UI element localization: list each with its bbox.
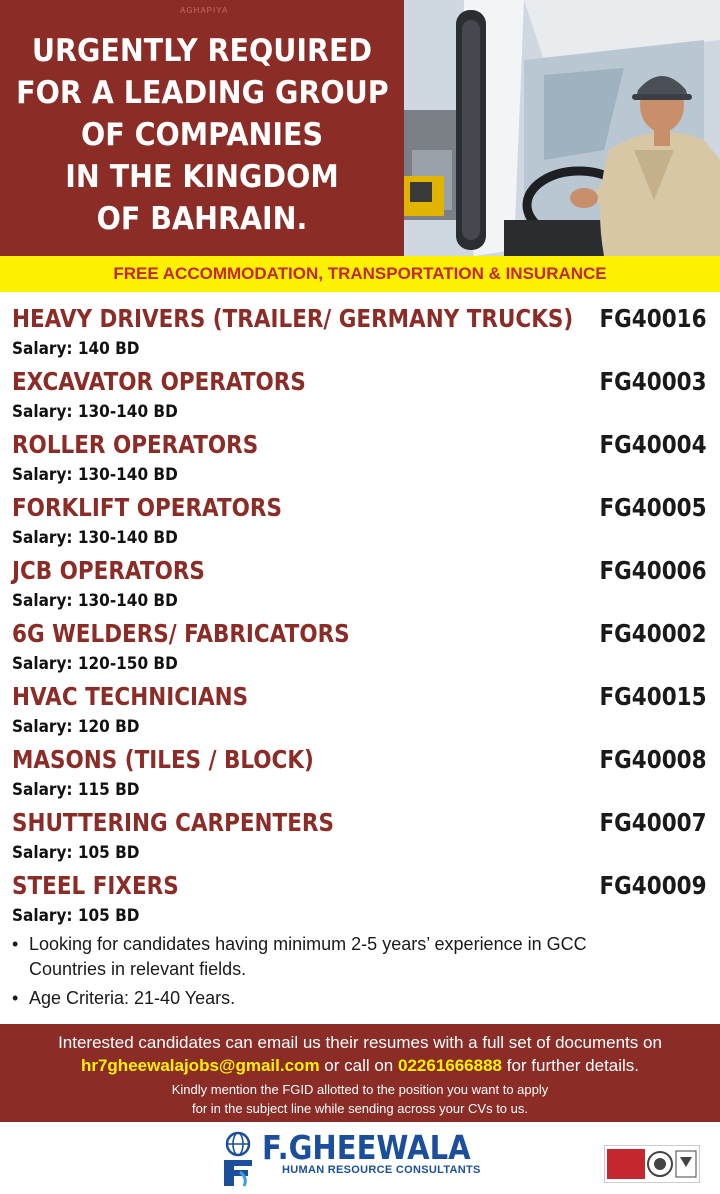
job-code: FG40007 bbox=[599, 808, 707, 837]
job-salary: Salary: 105 BD bbox=[12, 906, 140, 926]
job-item bbox=[12, 302, 707, 365]
headline-line: OF COMPANIES bbox=[80, 117, 324, 153]
headline-line: OF BAHRAIN. bbox=[96, 201, 308, 237]
headline bbox=[16, 30, 388, 240]
job-code: FG40004 bbox=[599, 430, 707, 459]
job-title: EXCAVATOR OPERATORS bbox=[12, 367, 306, 396]
job-item bbox=[12, 680, 707, 743]
job-salary: Salary: 105 BD bbox=[12, 843, 140, 863]
job-salary: Salary: 130-140 BD bbox=[12, 591, 178, 611]
job-code: FG40016 bbox=[599, 304, 707, 333]
job-title: HVAC TECHNICIANS bbox=[12, 682, 249, 711]
job-code: FG40015 bbox=[599, 682, 707, 711]
job-salary: Salary: 120-150 BD bbox=[12, 654, 178, 674]
job-item bbox=[12, 617, 707, 680]
job-title: HEAVY DRIVERS (TRAILER/ GERMANY TRUCKS) bbox=[12, 304, 574, 333]
truck-driver-illustration bbox=[404, 0, 720, 256]
job-title: SHUTTERING CARPENTERS bbox=[12, 808, 334, 837]
job-salary: Salary: 130-140 BD bbox=[12, 465, 178, 485]
requirement-text: • Age Criteria: 21-40 Years. bbox=[29, 988, 236, 1008]
tail-text: for further details. bbox=[502, 1056, 640, 1075]
headline-line: URGENTLY REQUIRED bbox=[31, 33, 373, 69]
brand-subtitle: HUMAN RESOURCE CONSULTANTS bbox=[282, 1164, 481, 1176]
job-salary: Salary: 120 BD bbox=[12, 717, 140, 737]
job-salary: Salary: 115 BD bbox=[12, 780, 140, 800]
contact-intro: Interested candidates can email us their resumes with a full set of documents on bbox=[58, 1033, 662, 1052]
job-item bbox=[12, 554, 707, 617]
contact-details bbox=[0, 1055, 720, 1077]
job-salary: Salary: 140 BD bbox=[12, 339, 140, 359]
brand-name: F.GHEEWALA bbox=[262, 1128, 471, 1167]
benefits-text: FREE ACCOMMODATION, TRANSPORTATION & INSURANCE bbox=[113, 264, 607, 283]
watermark: AGHAPIYA bbox=[180, 6, 229, 15]
requirement-text: Countries in relevant fields. bbox=[29, 959, 247, 979]
job-title: ROLLER OPERATORS bbox=[12, 430, 259, 459]
job-title: 6G WELDERS/ FABRICATORS bbox=[12, 619, 350, 648]
job-title: FORKLIFT OPERATORS bbox=[12, 493, 282, 522]
contact-footer bbox=[0, 1024, 720, 1122]
job-item bbox=[12, 806, 707, 869]
job-code: FG40002 bbox=[599, 619, 707, 648]
requirement-item bbox=[12, 932, 712, 982]
requirements-list bbox=[12, 932, 712, 1011]
instruction-text: for in the subject line while sending across your CVs to us. bbox=[191, 1101, 528, 1116]
job-salary: Salary: 130-140 BD bbox=[12, 528, 178, 548]
job-item bbox=[12, 743, 707, 806]
job-code: FG40008 bbox=[599, 745, 707, 774]
phone-link[interactable]: 02261666888 bbox=[398, 1056, 503, 1075]
job-title: JCB OPERATORS bbox=[12, 556, 205, 585]
headline-panel bbox=[0, 0, 404, 256]
job-item bbox=[12, 365, 707, 428]
email-link[interactable]: hr7gheewalajobs@gmail.com bbox=[80, 1056, 320, 1075]
job-item bbox=[12, 869, 707, 932]
job-code: FG40006 bbox=[599, 556, 707, 585]
job-item bbox=[12, 428, 707, 491]
globe-logo-icon bbox=[218, 1130, 258, 1188]
job-title: MASONS (TILES / BLOCK) bbox=[12, 745, 314, 774]
benefits-banner bbox=[0, 256, 720, 292]
requirement-text: • Looking for candidates having minimum 2-5 years’ experience in GCC bbox=[29, 934, 587, 954]
instruction-text: Kindly mention the FGID allotted to the position you want to apply bbox=[171, 1082, 549, 1097]
certification-badge-icon bbox=[604, 1145, 700, 1183]
job-item bbox=[12, 491, 707, 554]
truck-driver-photo bbox=[404, 0, 720, 256]
job-code: FG40003 bbox=[599, 367, 707, 396]
headline-line: IN THE KINGDOM bbox=[65, 159, 339, 195]
job-title: STEEL FIXERS bbox=[12, 871, 179, 900]
job-code: FG40005 bbox=[599, 493, 707, 522]
header bbox=[0, 0, 720, 256]
job-salary: Salary: 130-140 BD bbox=[12, 402, 178, 422]
requirement-item bbox=[12, 986, 712, 1011]
call-text: or call on bbox=[319, 1056, 398, 1075]
job-code: FG40009 bbox=[599, 871, 707, 900]
headline-line: FOR A LEADING GROUP bbox=[16, 75, 389, 111]
